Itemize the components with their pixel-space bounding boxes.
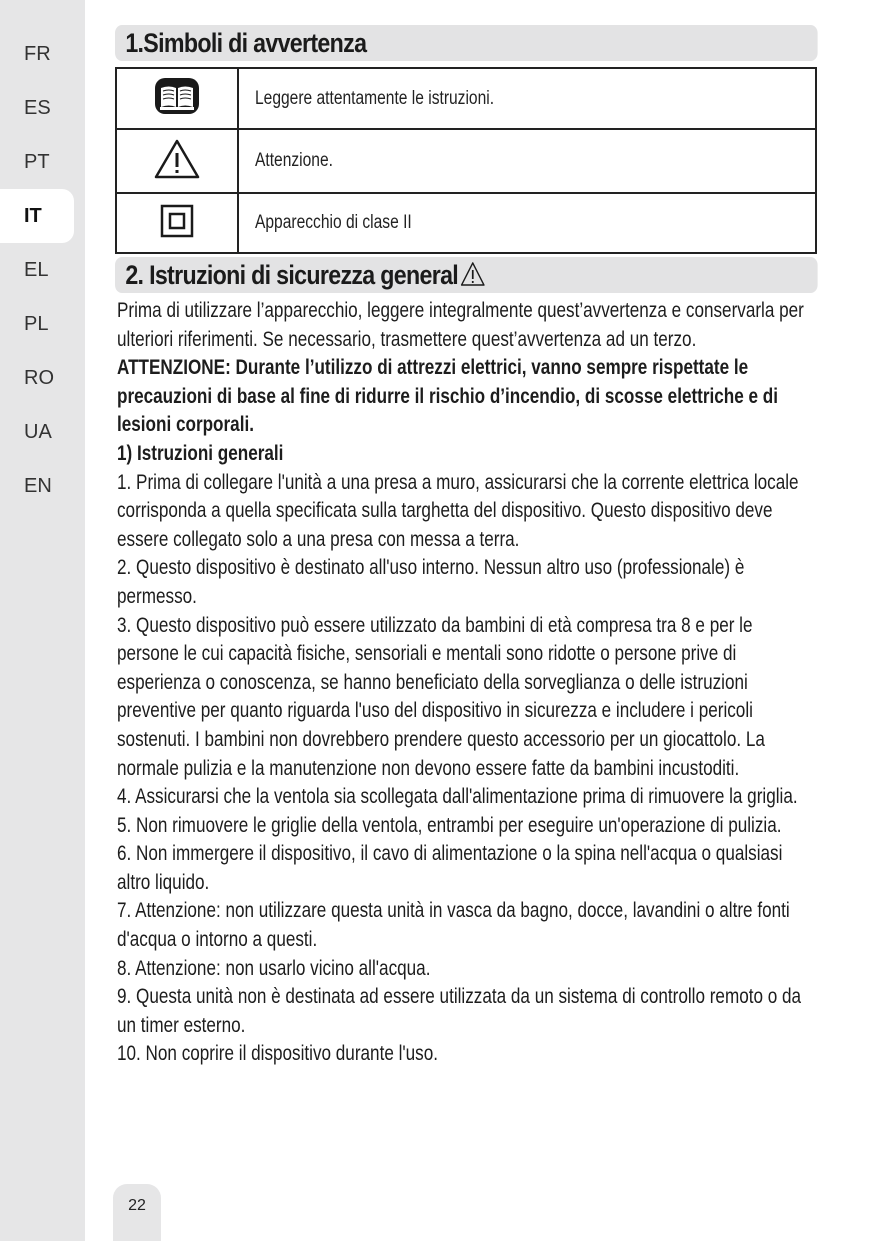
list-item: 4. Assicurarsi che la ventola sia scollegata dall'alimentazione prima di rimuovere la griglia. [117,785,798,809]
symbol-description [238,129,816,193]
lang-tab-ro[interactable]: RO [24,367,54,389]
symbol-description [238,68,816,129]
list-item: 6. Non immergere il dispositivo, il cavo di alimentazione o la spina nell'acqua o qualsiasi altro liquido. [117,842,783,894]
table-row [116,129,816,193]
symbol-text: Attenzione. [255,150,333,171]
symbol-text: Leggere attentamente le istruzioni. [255,87,495,109]
intro-paragraph: Prima di utilizzare l’apparecchio, leggere integralmente quest’avvertenza e conservarla per ulteriori riferimenti. Se necessario, trasmettere quest’avvertenza ad un terzo. [117,299,804,351]
symbols-table [115,67,817,254]
symbol-cell [116,68,238,129]
list-item: 10. Non coprire il dispositivo durante l'uso. [117,1042,439,1066]
manual-book-icon [153,76,201,116]
lang-tab-pl[interactable]: PL [24,313,49,335]
lang-tab-pt[interactable]: PT [24,151,50,173]
safety-body [117,297,818,1069]
list-item: 8. Attenzione: non usarlo vicino all'acqua. [117,956,431,980]
list-item: 9. Questa unità non è destinata ad essere utilizzata da un sistema di controllo remoto o da un timer esterno. [117,985,802,1037]
list-item: 7. Attenzione: non utilizzare questa unità in vasca da bagno, docce, lavandini o altre fonti d'acqua o intorno a questi. [117,899,790,952]
language-list [0,27,85,513]
table-row [116,68,816,129]
list-item: 1. Prima di collegare l'unità a una presa a muro, assicurarsi che la corrente elettrica locale corrisponda a quella specificata sulla targhetta del dispositivo. Questo dispositivo deve essere collegato solo a una presa con messa a terra. [117,470,799,551]
subheading-general-instructions: 1) Istruzioni generali [117,441,284,465]
section-title-warning-symbols [115,25,818,61]
symbol-description [238,193,816,253]
symbol-cell [116,129,238,193]
lang-tab-en[interactable]: EN [24,475,52,497]
section-title-safety-instructions [115,257,818,293]
list-item: 3. Questo dispositivo può essere utilizzato da bambini di età compresa tra 8 e per le persone le cui capacità fisiche, sensoriali e mentali sono ridotte o persone prive di esperienza o conoscenza, se hanno beneficiato della sorveglianza o delle istruzioni preventive per quanto riguarda l'uso del dispositivo in sicurezza e includere i pericoli sostenuti. I bambini non dovrebbero prendere questo accessorio per un giocattolo. La normale pulizia e la manutenzione non devono essere fatte da bambini incustoditi. [117,613,765,780]
list-item: 2. Questo dispositivo è destinato all'uso interno. Nessun altro uso (professionale) è permesso. [117,556,745,608]
section-title-text: 1.Simboli di avvertenza [125,28,367,58]
lang-tab-es[interactable]: ES [24,97,51,119]
page-number: 22 [113,1184,161,1241]
warning-paragraph: ATTENZIONE: Durante l’utilizzo di attrezzi elettrici, vanno sempre rispettate le precauzioni di base al fine di ridurre il rischio d’incendio, di scosse elettriche e di lesioni corporali. [117,356,779,437]
list-item: 5. Non rimuovere le griglie della ventola, entrambi per eseguire un'operazione di pulizia. [117,813,782,837]
double-insulation-icon [160,204,194,238]
warning-triangle-icon [460,261,486,287]
lang-tab-it[interactable]: IT [0,189,74,243]
symbol-cell [116,193,238,253]
table-row [116,193,816,253]
lang-tab-fr[interactable]: FR [24,43,51,65]
section-title-text: 2. Istruzioni di sicurezza general [125,260,459,290]
language-sidebar [0,0,85,1241]
symbol-text: Apparecchio di clase II [255,212,412,233]
warning-triangle-icon [153,138,201,180]
lang-tab-el[interactable]: EL [24,259,49,281]
lang-tab-ua[interactable]: UA [24,421,52,443]
